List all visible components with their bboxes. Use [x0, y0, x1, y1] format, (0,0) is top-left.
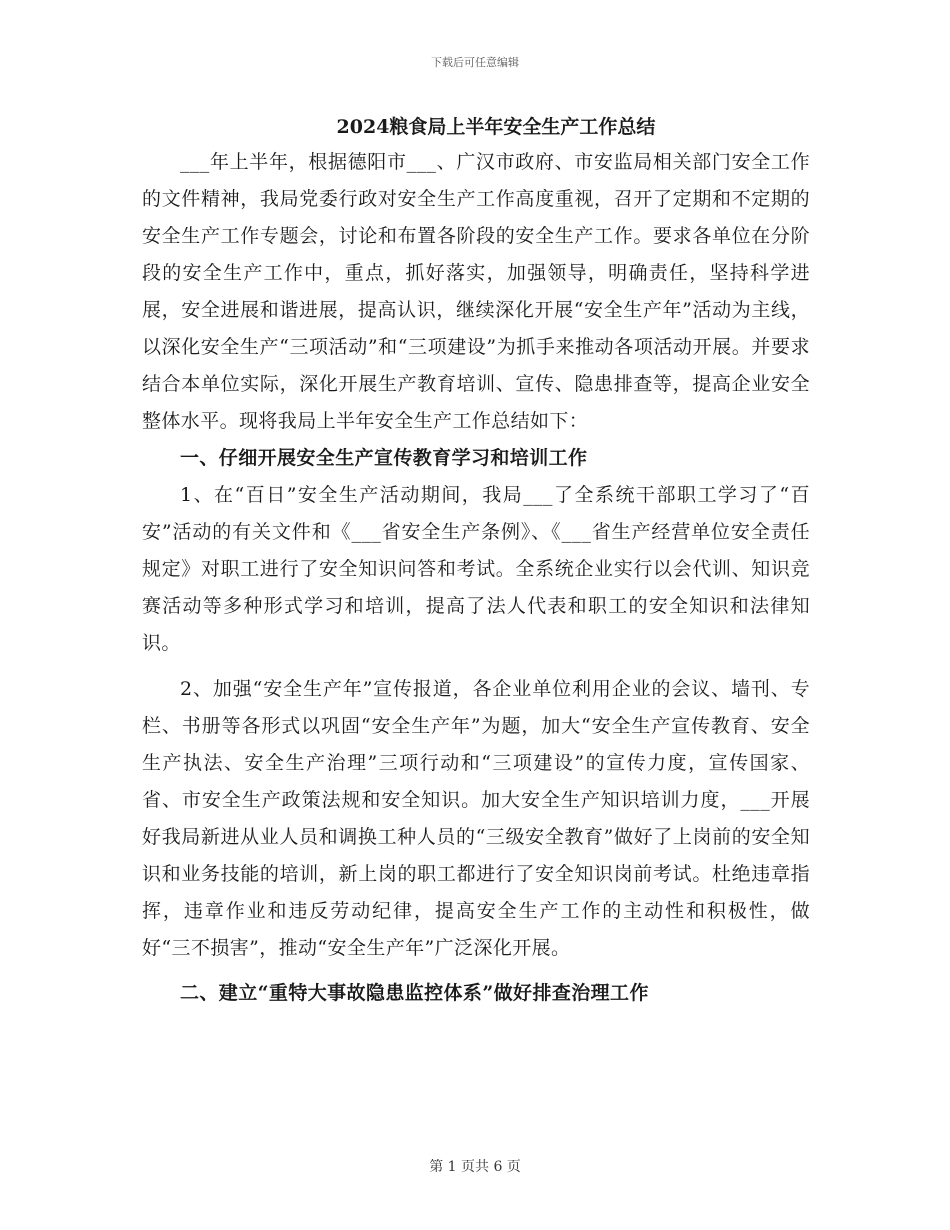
- section-1-paragraph-1: 1、在“百日”安全生产活动期间，我局___了全系统干部职工学习了“百安”活动的有关文件和《___省安全生产条例》、《___省生产经营单位安全责任规定》对职工进行了安全知识问答和考试。全系统企业实行以会代训、知识竞赛活动等多种形式学习和培训，提高了法人代表和职工的安全知识和法律知识。: [142, 484, 810, 654]
- intro-paragraph: ___年上半年，根据德阳市___、广汉市政府、市安监局相关部门安全工作的文件精神，我局党委行政对安全生产工作高度重视，召开了定期和不定期的安全生产工作专题会，讨论和布置各阶段的安全生产工作。要求各单位在分阶段的安全生产工作中，重点，抓好落实，加强领导，明确责任，坚持科学进展，安全进展和谐进展，提高认识，继续深化开展“安全生产年”活动为主线，以深化安全生产“三项活动”和“三项建设”为抓手来推动各项活动开展。并要求结合本单位实际，深化开展生产教育培训、宣传、隐患排查等，提高企业安全整体水平。现将我局上半年安全生产工作总结如下：: [142, 151, 810, 432]
- section-1-heading: 一、仔细开展安全生产宣传教育学习和培训工作: [180, 447, 588, 469]
- page-number: 第 1 页共 6 页: [429, 1159, 521, 1175]
- document-body: [142, 112, 810, 1012]
- document-title: 2024粮食局上半年安全生产工作总结: [336, 116, 656, 138]
- section-1-paragraph-2: 2、加强“安全生产年”宣传报道，各企业单位利用企业的会议、墙刊、专栏、书册等各形式以巩固“安全生产年”为题，加大“安全生产宣传教育、安全生产执法、安全生产治理”三项行动和“三项建设”的宣传力度，宣传国家、省、市安全生产政策法规和安全知识。加大安全生产知识培训力度，___开展好我局新进从业人员和调换工种人员的“三级安全教育”做好了上岗前的安全知识和业务技能的培训，新上岗的职工都进行了安全知识岗前考试。杜绝违章指挥，违章作业和违反劳动纪律，提高安全生产工作的主动性和积极性，做好“三不损害”，推动“安全生产年”广泛深化开展。: [142, 678, 810, 959]
- header-note: 下载后可任意编辑: [431, 56, 519, 69]
- section-2-heading: 二、建立“重特大事故隐患监控体系”做好排查治理工作: [180, 982, 649, 1004]
